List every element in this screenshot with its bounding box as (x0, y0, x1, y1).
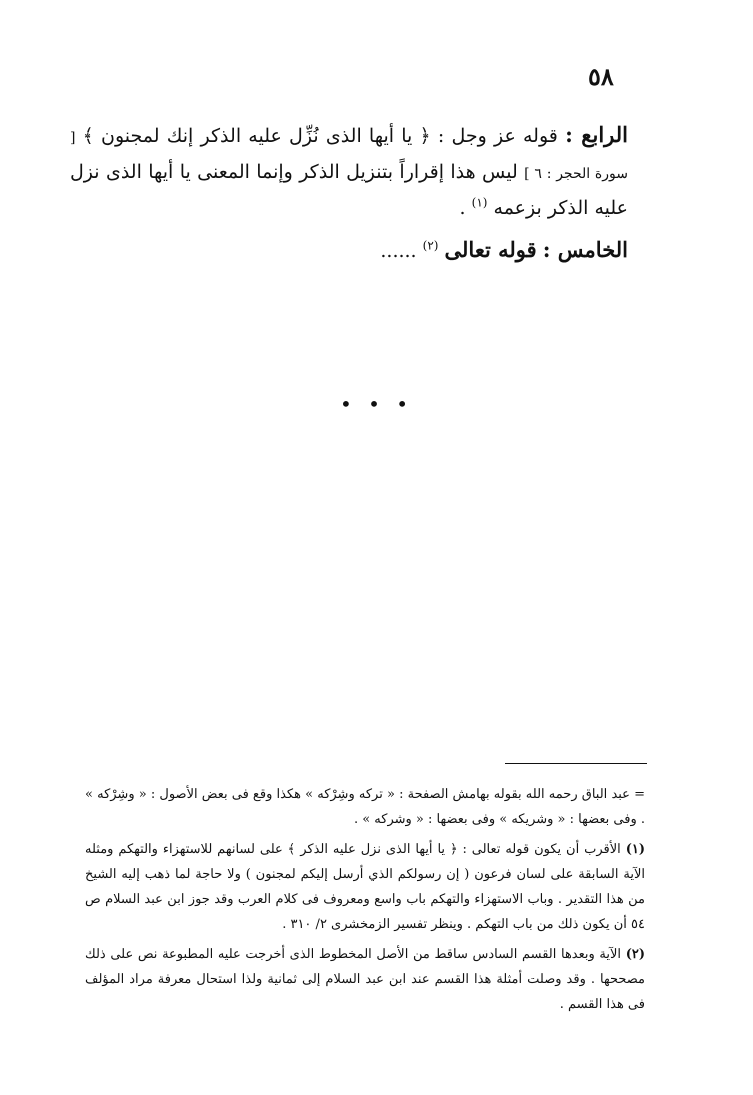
paragraph-text-rest: ليس هذا إقراراً بتنزيل الذكر وإنما المعنى يا أيها الذى نزل عليه الذكر بزعمه (70, 161, 628, 219)
footnote-number: (٢) (625, 947, 646, 962)
footnote-number: (١) (625, 842, 645, 857)
page-number: ٥٨ (588, 62, 614, 91)
paragraph-lead: الرابع : (565, 122, 628, 147)
paragraph-text: قوله عز وجل : ﴿ يا أيها الذى نُزِّل عليه الذكر إنك لمجنون ﴾ (82, 125, 558, 147)
footnote-text: الأقرب أن يكون قوله تعالى : ﴿ يا أيها الذى نزل عليه الذكر ﴾ على لسانهم للاستهزاء والتهكم ومثله الآية السابقة على لسان فرعون ( إن رسولكم الذي أرسل إليكم لمجنون ) ولا حاجة لما ذهب إليه الشيخ من هذا التقدير . وباب الاستهزاء والتهكم باب واسع ومعروف فى كلام العرب وقد جوز ابن عبد السلام ص ٥٤ أن يكون ذلك من باب التهكم . وينظر تفسير الزمخشرى ٢/ ٣١٠ . (85, 842, 645, 932)
section-separator: • • • (339, 392, 414, 416)
footnote-1 (85, 837, 645, 937)
footnote-divider (505, 763, 647, 764)
paragraph-lead: الخامس : (542, 237, 628, 262)
paragraph-ellipsis: ...... (380, 240, 417, 262)
paragraph-fourth (70, 118, 628, 225)
footnote-text: الآية وبعدها القسم السادس ساقط من الأصل المخطوط الذى أخرجت عليه المطبوعة نص على ذلك مصححها . وقد وصلت أمثلة هذا القسم عند ابن عبد السلام إلى ثمانية ولذا استحال معرفة مراد المؤلف فى هذا القسم . (85, 947, 645, 1012)
paragraph-end: . (459, 197, 466, 219)
main-text (70, 118, 628, 268)
footnote-continuation: = عبد الباق رحمه الله بقوله بهامش الصفحة : « تركه وشِرْكه » هكذا وقع فى بعض الأصول : « وشِرْكه » . وفى بعضها : « وشريكه » وفى بعضها : « وشركه » . (85, 787, 645, 827)
footnote-marker: (١) (471, 195, 488, 210)
footnote-2 (85, 942, 645, 1017)
paragraph-text: قوله تعالى (444, 237, 537, 262)
footnotes (85, 782, 645, 1017)
paragraph-fifth (70, 233, 628, 268)
surah-reference: [ سورة الحجر : ٦ ] (70, 130, 628, 182)
footnote-marker: (٢) (422, 238, 439, 253)
